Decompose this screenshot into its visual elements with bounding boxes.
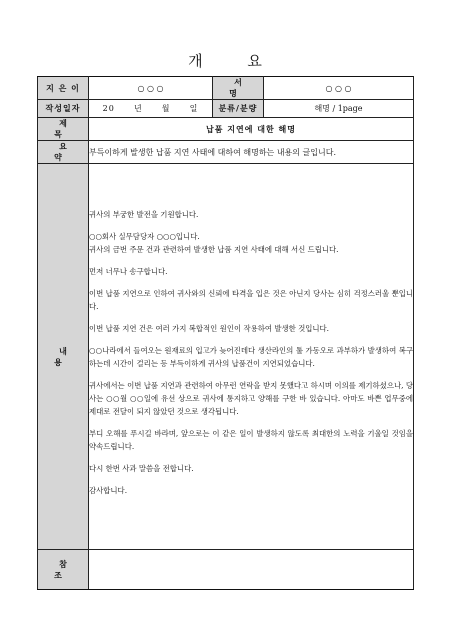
signature-label: 서 명 xyxy=(213,77,264,100)
date-year: 20 xyxy=(102,104,115,113)
content-label: 내 용 xyxy=(38,164,89,550)
content-body xyxy=(89,164,414,550)
subject-value: 납품 지연에 대한 해명 xyxy=(89,118,414,141)
content-paragraph: 다시 한번 사과 말씀을 전합니다. xyxy=(89,463,194,473)
author-label: 지 은 이 xyxy=(38,77,89,100)
content-paragraph: 이번 납품 지연으로 인하여 귀사와의 신뢰에 타격을 입은 것은 아닌지 당사는 심히 걱정스러울 뿐입니다. xyxy=(89,288,413,311)
summary-value: 부득이하게 발생한 납품 지연 사태에 대하여 해명하는 내용의 글입니다. xyxy=(89,141,414,164)
content-paragraph: 귀사의 부궁한 발전을 기원합니다. xyxy=(89,209,199,219)
category-label: 분류/분량 xyxy=(213,100,264,118)
document-title: 개 요 xyxy=(188,52,282,70)
content-row xyxy=(38,164,414,550)
date-row xyxy=(38,100,414,118)
date-year-unit: 년 xyxy=(133,104,143,113)
content-paragraph: 귀사에서는 이번 납품 지연과 관련하여 아무런 연락을 받지 못했다고 하시며 이의를 제기하셨으나, 당사는 ○○월 ○○일에 유선 상으로 귀사에 통지하고 양해를 구한 바 있습니다. 아마도 바쁜 업무중에 제대로 전달이 되지 않았던 것으로 생각됩니다. xyxy=(89,380,413,416)
summary-row xyxy=(38,141,414,164)
subject-label: 제 목 xyxy=(38,118,89,141)
date-label: 작성일자 xyxy=(38,100,89,118)
overview-form-table xyxy=(37,76,414,590)
content-paragraph: 감사합니다. xyxy=(89,485,128,495)
content-paragraph: ○○회사 실무담당자 ○○○입니다. 귀사의 금번 주문 건과 관련하여 발생한 납품 지연 사태에 대해 서신 드립니다. xyxy=(89,231,339,254)
date-value xyxy=(89,100,213,118)
content-paragraph: 이번 납품 지연 건은 여러 가지 복합적인 원인이 작용하여 발생한 것입니다. xyxy=(89,323,330,333)
date-month-unit: 월 xyxy=(161,104,171,113)
content-paragraph: 부디 오해를 푸시길 바라며, 앞으로는 이 같은 일이 발생하지 않도록 최대한의 노력을 기울일 것임을 약속드립니다. xyxy=(89,428,413,451)
content-paragraph: 먼저 너무나 송구합니다. xyxy=(89,266,168,276)
author-value: ○ ○ ○ xyxy=(89,77,213,100)
reference-value xyxy=(89,550,414,590)
date-day-unit: 일 xyxy=(189,104,199,113)
content-paragraph: ○○나라에서 들여오는 원재료의 입고가 늦어진데다 생산라인의 툴 가동오로 과부하가 발생하여 복구하는데 시간이 걸리는 등 부득이하게 귀사의 납품건이 지연되었습니다. xyxy=(89,345,413,368)
subject-row xyxy=(38,118,414,141)
author-row xyxy=(38,77,414,100)
signature-value: ○ ○ ○ xyxy=(264,77,414,100)
reference-row xyxy=(38,550,414,590)
category-value: 해명 / 1page xyxy=(264,100,414,118)
reference-label: 참 조 xyxy=(38,550,89,590)
summary-label: 요 약 xyxy=(38,141,89,164)
